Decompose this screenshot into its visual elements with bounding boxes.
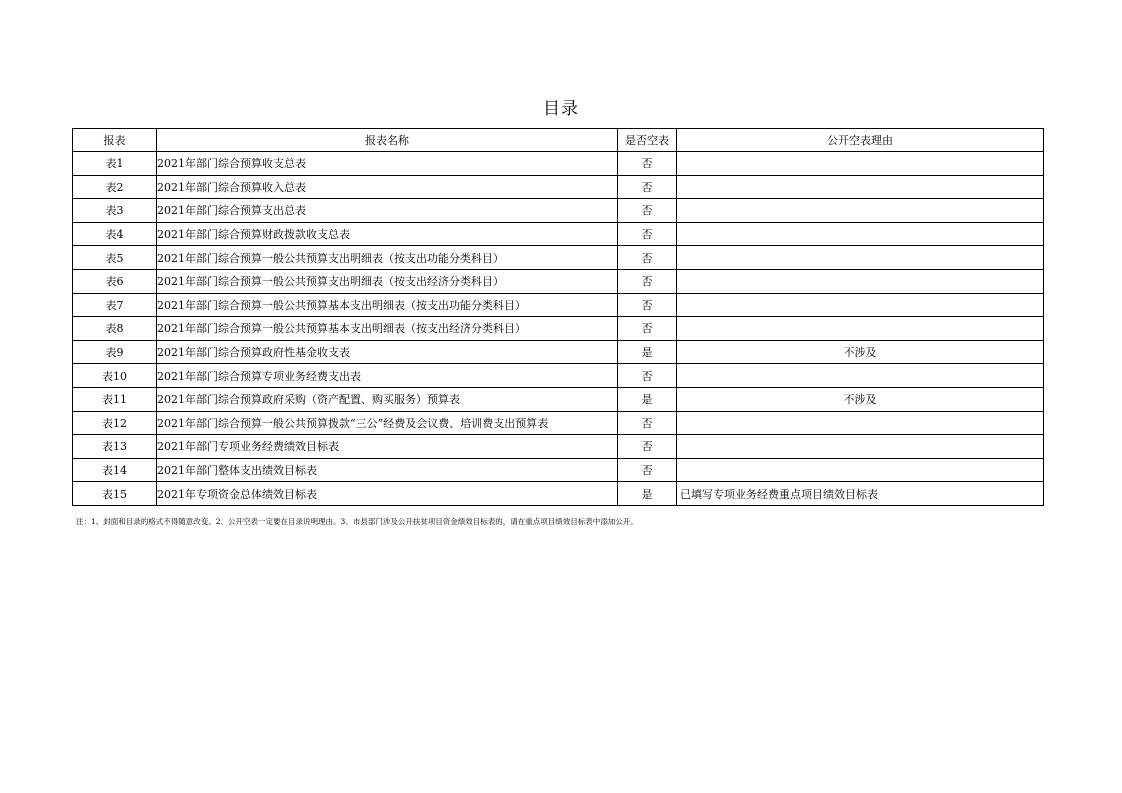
- cell-is-empty: 否: [618, 293, 677, 317]
- table-row: [73, 317, 1044, 341]
- cell-name: 2021年部门综合预算政府采购（资产配置、购买服务）预算表: [157, 387, 618, 411]
- cell-name: 2021年部门综合预算财政拨款收支总表: [157, 222, 618, 246]
- cell-name: 2021年部门综合预算政府性基金收支表: [157, 340, 618, 364]
- cell-reason: [677, 317, 1044, 341]
- cell-is-empty: 否: [618, 317, 677, 341]
- cell-code: 表4: [73, 222, 157, 246]
- column-header-name: 报表名称: [157, 129, 618, 152]
- cell-code: 表6: [73, 269, 157, 293]
- cell-is-empty: 否: [618, 458, 677, 482]
- table-row: [73, 175, 1044, 199]
- cell-name: 2021年部门专项业务经费绩效目标表: [157, 435, 618, 459]
- footnote: 注：1、封面和目录的格式不得随意改变。2、公开空表一定要在目录说明理由。3、市县部门涉及公开扶贫项目资金绩效目标表的，请在重点项目绩效目标表中添加公开。: [76, 517, 638, 526]
- cell-code: 表2: [73, 175, 157, 199]
- cell-reason: [677, 222, 1044, 246]
- cell-is-empty: 否: [618, 152, 677, 176]
- cell-name: 2021年部门综合预算专项业务经费支出表: [157, 364, 618, 388]
- table-row: [73, 269, 1044, 293]
- cell-code: 表3: [73, 199, 157, 223]
- cell-reason: [677, 411, 1044, 435]
- table-row: [73, 482, 1044, 506]
- cell-reason: [677, 293, 1044, 317]
- cell-reason: [677, 246, 1044, 270]
- cell-reason: [677, 199, 1044, 223]
- cell-code: 表8: [73, 317, 157, 341]
- table-header-row: [73, 129, 1044, 152]
- cell-code: 表9: [73, 340, 157, 364]
- column-header-reason: 公开空表理由: [677, 129, 1044, 152]
- table-row: [73, 340, 1044, 364]
- table-row: [73, 152, 1044, 176]
- table-row: [73, 293, 1044, 317]
- cell-is-empty: 否: [618, 435, 677, 459]
- cell-is-empty: 否: [618, 222, 677, 246]
- table-row: [73, 199, 1044, 223]
- cell-reason: [677, 364, 1044, 388]
- cell-reason: 不涉及: [677, 387, 1044, 411]
- cell-is-empty: 否: [618, 246, 677, 270]
- table-row: [73, 458, 1044, 482]
- cell-is-empty: 否: [618, 199, 677, 223]
- cell-is-empty: 否: [618, 269, 677, 293]
- cell-code: 表5: [73, 246, 157, 270]
- table-row: [73, 435, 1044, 459]
- table-row: [73, 222, 1044, 246]
- cell-reason: [677, 435, 1044, 459]
- cell-name: 2021年部门综合预算收入总表: [157, 175, 618, 199]
- cell-code: 表15: [73, 482, 157, 506]
- table-row: [73, 387, 1044, 411]
- cell-is-empty: 否: [618, 411, 677, 435]
- table-row: [73, 364, 1044, 388]
- cell-name: 2021年部门综合预算支出总表: [157, 199, 618, 223]
- table-body: [73, 152, 1044, 506]
- column-header-code: 报表: [73, 129, 157, 152]
- column-header-is-empty: 是否空表: [618, 129, 677, 152]
- cell-reason: [677, 152, 1044, 176]
- cell-reason: [677, 175, 1044, 199]
- cell-is-empty: 是: [618, 340, 677, 364]
- table-row: [73, 411, 1044, 435]
- cell-name: 2021年部门综合预算一般公共预算支出明细表（按支出经济分类科目）: [157, 269, 618, 293]
- table-of-contents: [72, 128, 1044, 506]
- cell-reason: 已填写专项业务经费重点项目绩效目标表: [677, 482, 1044, 506]
- cell-is-empty: 是: [618, 482, 677, 506]
- cell-name: 2021年部门综合预算一般公共预算拨款“三公”经费及会议费、培训费支出预算表: [157, 411, 618, 435]
- cell-is-empty: 是: [618, 387, 677, 411]
- cell-code: 表13: [73, 435, 157, 459]
- cell-code: 表14: [73, 458, 157, 482]
- table-row: [73, 246, 1044, 270]
- cell-code: 表1: [73, 152, 157, 176]
- cell-is-empty: 否: [618, 175, 677, 199]
- cell-code: 表10: [73, 364, 157, 388]
- cell-is-empty: 否: [618, 364, 677, 388]
- cell-name: 2021年部门综合预算一般公共预算基本支出明细表（按支出功能分类科目）: [157, 293, 618, 317]
- cell-code: 表11: [73, 387, 157, 411]
- cell-reason: [677, 458, 1044, 482]
- cell-code: 表12: [73, 411, 157, 435]
- cell-name: 2021年部门综合预算一般公共预算基本支出明细表（按支出经济分类科目）: [157, 317, 618, 341]
- cell-reason: [677, 269, 1044, 293]
- cell-name: 2021年部门综合预算收支总表: [157, 152, 618, 176]
- cell-name: 2021年部门综合预算一般公共预算支出明细表（按支出功能分类科目）: [157, 246, 618, 270]
- cell-reason: 不涉及: [677, 340, 1044, 364]
- cell-name: 2021年专项资金总体绩效目标表: [157, 482, 618, 506]
- cell-code: 表7: [73, 293, 157, 317]
- cell-name: 2021年部门整体支出绩效目标表: [157, 458, 618, 482]
- page-title: 目录: [543, 99, 579, 119]
